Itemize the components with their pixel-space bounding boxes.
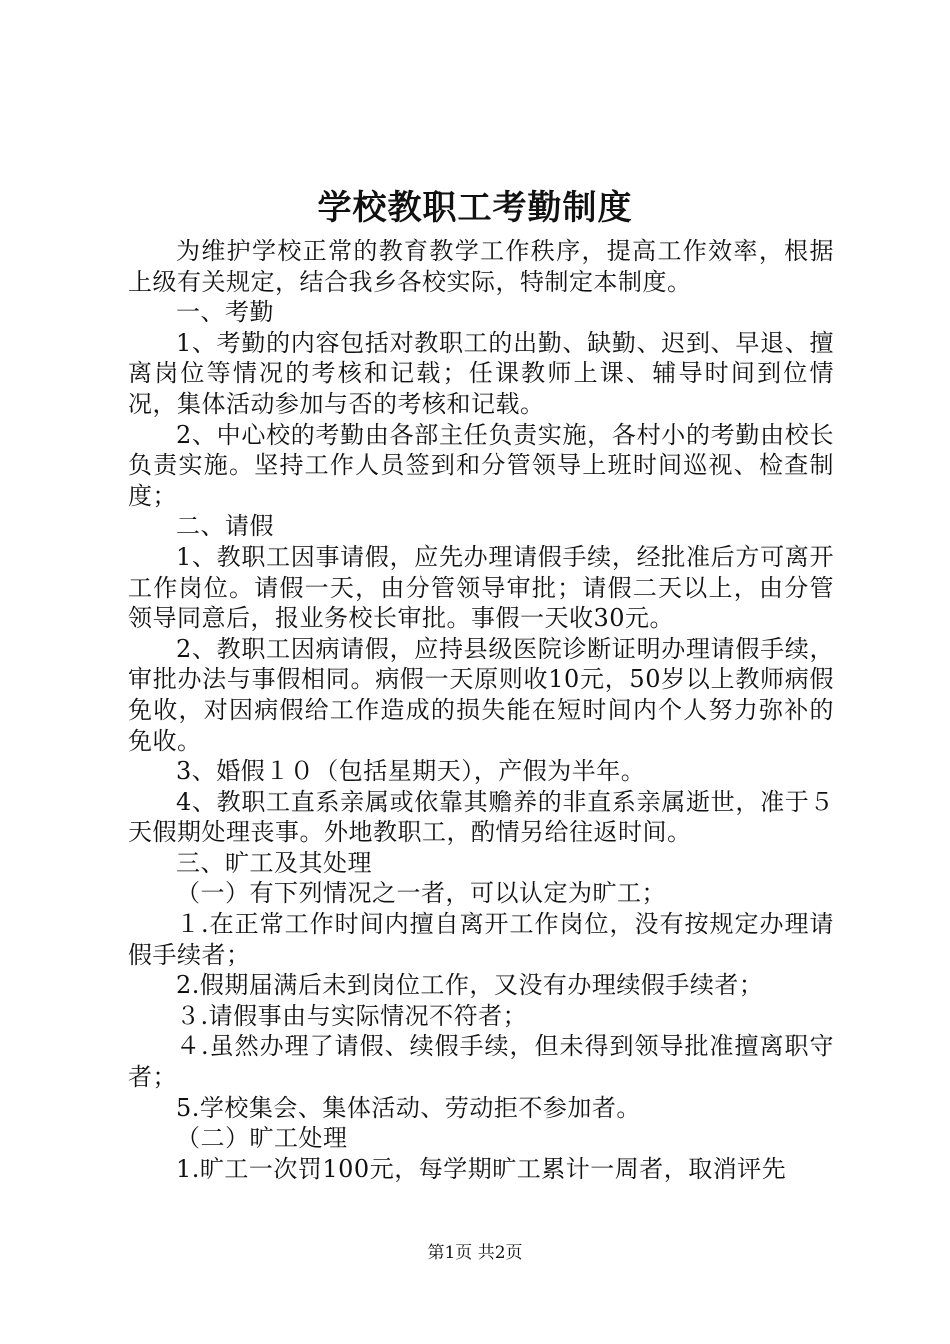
list-item: ４.虽然办理了请假、续假手续，但未得到领导批准擅离职守者； (128, 1032, 834, 1092)
paragraph-intro: 为维护学校正常的教育教学工作秩序，提高工作效率，根据上级有关规定，结合我乡各校实际，特制定本制度。 (128, 237, 834, 296)
subsection-heading: （二）旷工处理 (176, 1124, 348, 1153)
list-item: 5.学校集会、集体活动、劳动拒不参加者。 (176, 1093, 641, 1122)
paragraph: 2、中心校的考勤由各部主任负责实施，各村小的考勤由校长负责实施。坚持工作人员签到和分管领导上班时间巡视、检查制度； (128, 420, 834, 510)
section-heading: 一、考勤 (176, 298, 274, 327)
paragraph: 2、教职工因病请假，应持县级医院诊断证明办理请假手续，审批办法与事假相同。病假一天原则收10元，50岁以上教师病假免收，对因病假给工作造成的损失能在短时间内个人努力弥补的免收。 (128, 634, 834, 755)
paragraph: 3、婚假１０（包括星期天），产假为半年。 (176, 757, 646, 786)
section-heading: 二、请假 (176, 512, 274, 541)
list-item: １.在正常工作时间内擅自离开工作岗位，没有按规定办理请假手续者； (128, 910, 834, 969)
document-title: 学校教职工考勤制度 (317, 188, 633, 228)
document-body (128, 236, 834, 1184)
section-heading: 三、旷工及其处理 (176, 848, 372, 877)
paragraph: 1、教职工因事请假，应先办理请假手续，经批准后方可离开工作岗位。请假一天，由分管领导审批；请假二天以上，由分管领导同意后，报业务校长审批。事假一天收30元。 (128, 542, 834, 633)
paragraph: 1、考勤的内容包括对教职工的出勤、缺勤、迟到、早退、擅离岗位等情况的考核和记载；任课教师上课、辅导时间到位情况，集体活动参加与否的考核和记载。 (128, 328, 834, 418)
list-item: 2.假期届满后未到岗位工作，又没有办理续假手续者； (176, 971, 764, 1000)
list-item: ３.请假事由与实际情况不符者； (176, 1001, 528, 1030)
subsection-heading: （一）有下列情况之一者，可以认定为旷工； (176, 879, 666, 908)
paragraph: 4、教职工直系亲属或依靠其赡养的非直系亲属逝世，准于５天假期处理丧事。外地教职工，酌情另给往返时间。 (128, 787, 834, 847)
page-footer: 第1页 共2页 (427, 1243, 523, 1263)
list-item: 1.旷工一次罚100元，每学期旷工累计一周者，取消评先 (176, 1154, 787, 1183)
